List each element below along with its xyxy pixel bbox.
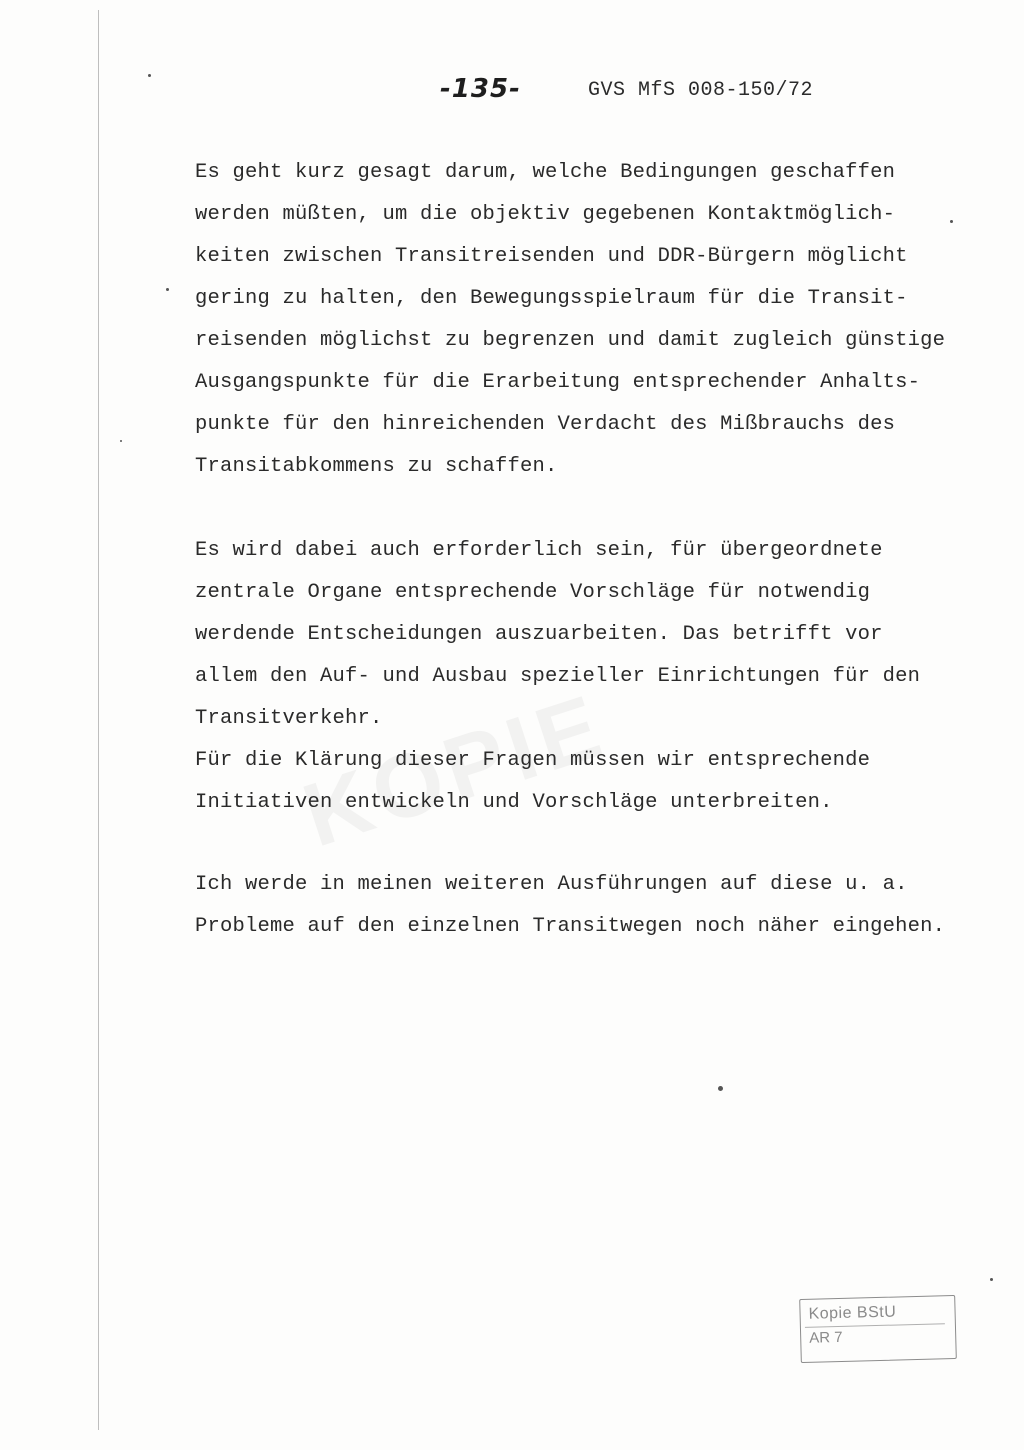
text-line: Transitabkommens zu schaffen. <box>195 455 558 478</box>
stamp-divider <box>805 1323 945 1328</box>
document-reference: GVS MfS 008-150/72 <box>588 79 814 102</box>
stamp-text-line1: Kopie BStU <box>808 1303 897 1323</box>
paragraph-1 <box>195 152 985 488</box>
text-line: Transitverkehr. <box>195 707 383 730</box>
page-number: -135- <box>440 74 521 104</box>
binding-margin-line <box>98 10 99 1430</box>
text-line: reisenden möglichst zu begrenzen und damit zugleich günstige <box>195 329 946 352</box>
text-line: werden müßten, um die objektiv gegebenen Kontaktmöglich- <box>195 203 896 226</box>
text-line: keiten zwischen Transitreisenden und DDR-Bürgern möglicht <box>195 245 908 268</box>
scan-speck <box>120 440 122 442</box>
text-line: Ausgangspunkte für die Erarbeitung entsprechender Anhalts- <box>195 371 921 394</box>
archive-stamp <box>799 1295 957 1363</box>
text-line: werdende Entscheidungen auszuarbeiten. Das betrifft vor <box>195 623 883 646</box>
paragraph-2 <box>195 530 985 824</box>
stamp-text-line2: AR 7 <box>808 1328 843 1347</box>
text-line: Initiativen entwickeln und Vorschläge unterbreiten. <box>195 791 833 814</box>
scan-speck <box>148 74 151 77</box>
text-line: Es geht kurz gesagt darum, welche Bedingungen geschaffen <box>195 161 896 184</box>
text-line: Probleme auf den einzelnen Transitwegen noch näher eingehen. <box>195 915 946 938</box>
text-line: Für die Klärung dieser Fragen müssen wir entsprechende <box>195 749 871 772</box>
scan-speck <box>166 288 169 291</box>
scan-speck <box>718 1086 723 1091</box>
text-line: punkte für den hinreichenden Verdacht des Mißbrauchs des <box>195 413 896 436</box>
paragraph-3 <box>195 864 985 948</box>
text-line: gering zu halten, den Bewegungsspielraum für die Transit- <box>195 287 908 310</box>
text-line: Es wird dabei auch erforderlich sein, für übergeordnete <box>195 539 883 562</box>
text-line: allem den Auf- und Ausbau spezieller Einrichtungen für den <box>195 665 921 688</box>
text-line: Ich werde in meinen weiteren Ausführungen auf diese u. a. <box>195 873 908 896</box>
text-line: zentrale Organe entsprechende Vorschläge für notwendig <box>195 581 871 604</box>
scan-speck <box>990 1278 993 1281</box>
